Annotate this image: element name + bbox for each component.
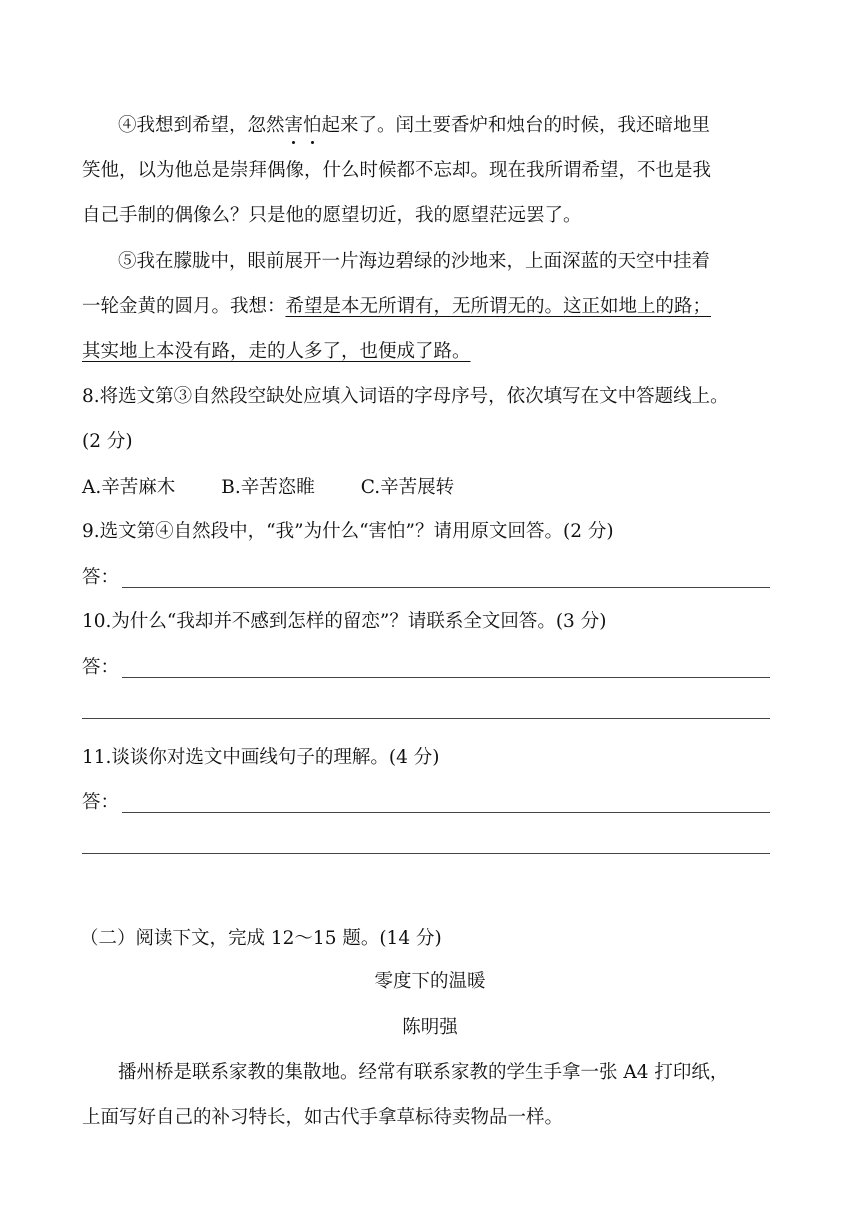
question-8-line-1: 8.将选文第③自然段空缺处应填入词语的字母序号，依次填写在文中答题线上。 — [82, 386, 729, 407]
answer-blank-line[interactable] — [122, 587, 770, 588]
text-span: 起来了。闰土要香炉和烛台的时候，我还暗地里 — [321, 115, 711, 136]
emphasis-char-hai: 害 — [284, 115, 304, 136]
underlined-sentence-part-2: 其实地上本没有路，走的人多了，也便成了路。 — [82, 341, 471, 362]
paragraph-5-line-3 — [82, 340, 471, 364]
answer-blank-line[interactable] — [122, 812, 770, 813]
text-span: 一轮金黄的圆月。我想： — [82, 296, 286, 317]
question-8-options — [82, 476, 500, 500]
article-paragraph-1-line-1: 播州桥是联系家教的集散地。经常有联系家教的学生手拿一张 A4 打印纸， — [118, 1062, 729, 1083]
answer-label: 答： — [82, 657, 120, 678]
option-a: A.辛苦麻木 — [82, 477, 176, 498]
answer-blank-line-2[interactable] — [82, 853, 770, 854]
option-b: B.辛苦恣睢 — [221, 477, 315, 498]
paragraph-5-line-2 — [82, 295, 711, 319]
answer-row-q11[interactable] — [82, 791, 770, 815]
option-c: C.辛苦展转 — [360, 477, 455, 498]
answer-row-q9[interactable] — [82, 566, 770, 590]
section-2-heading: （二）阅读下文，完成 12～15 题。(14 分) — [80, 928, 442, 949]
emphasis-char-pa: 怕 — [303, 115, 322, 136]
question-9: 9.选文第④自然段中，“我”为什么“害怕”？请用原文回答。(2 分) — [82, 521, 614, 542]
question-10: 10.为什么“我却并不感到怎样的留恋”？请联系全文回答。(3 分) — [82, 611, 607, 632]
question-8-line-2: (2 分) — [82, 431, 133, 452]
paragraph-4-line-3: 自己手制的偶像么？只是他的愿望切近，我的愿望茫远罢了。 — [82, 205, 582, 226]
answer-blank-line-2[interactable] — [82, 718, 770, 719]
answer-label: 答： — [82, 792, 120, 813]
paragraph-4-line-1 — [118, 114, 710, 138]
paragraph-4-line-2: 笑他，以为他总是崇拜偶像，什么时候都不忘却。现在我所谓希望，不也是我 — [82, 160, 712, 181]
paragraph-5-line-1: ⑤我在朦胧中，眼前展开一片海边碧绿的沙地来，上面深蓝的天空中挂着 — [118, 251, 711, 272]
answer-label: 答： — [82, 567, 120, 588]
text-span: ④我想到希望，忽然 — [118, 115, 285, 136]
article-title: 零度下的温暖 — [374, 971, 486, 992]
answer-blank-line[interactable] — [122, 677, 770, 678]
question-11: 11.谈谈你对选文中画线句子的理解。(4 分) — [82, 747, 440, 768]
answer-row-q10[interactable] — [82, 656, 770, 680]
underlined-sentence-part-1: 希望是本无所谓有，无所谓无的。这正如地上的路； — [285, 296, 712, 317]
article-paragraph-1-line-2: 上面写好自己的补习特长，如古代手拿草标待卖物品一样。 — [82, 1107, 564, 1128]
article-author: 陈明强 — [402, 1017, 458, 1038]
